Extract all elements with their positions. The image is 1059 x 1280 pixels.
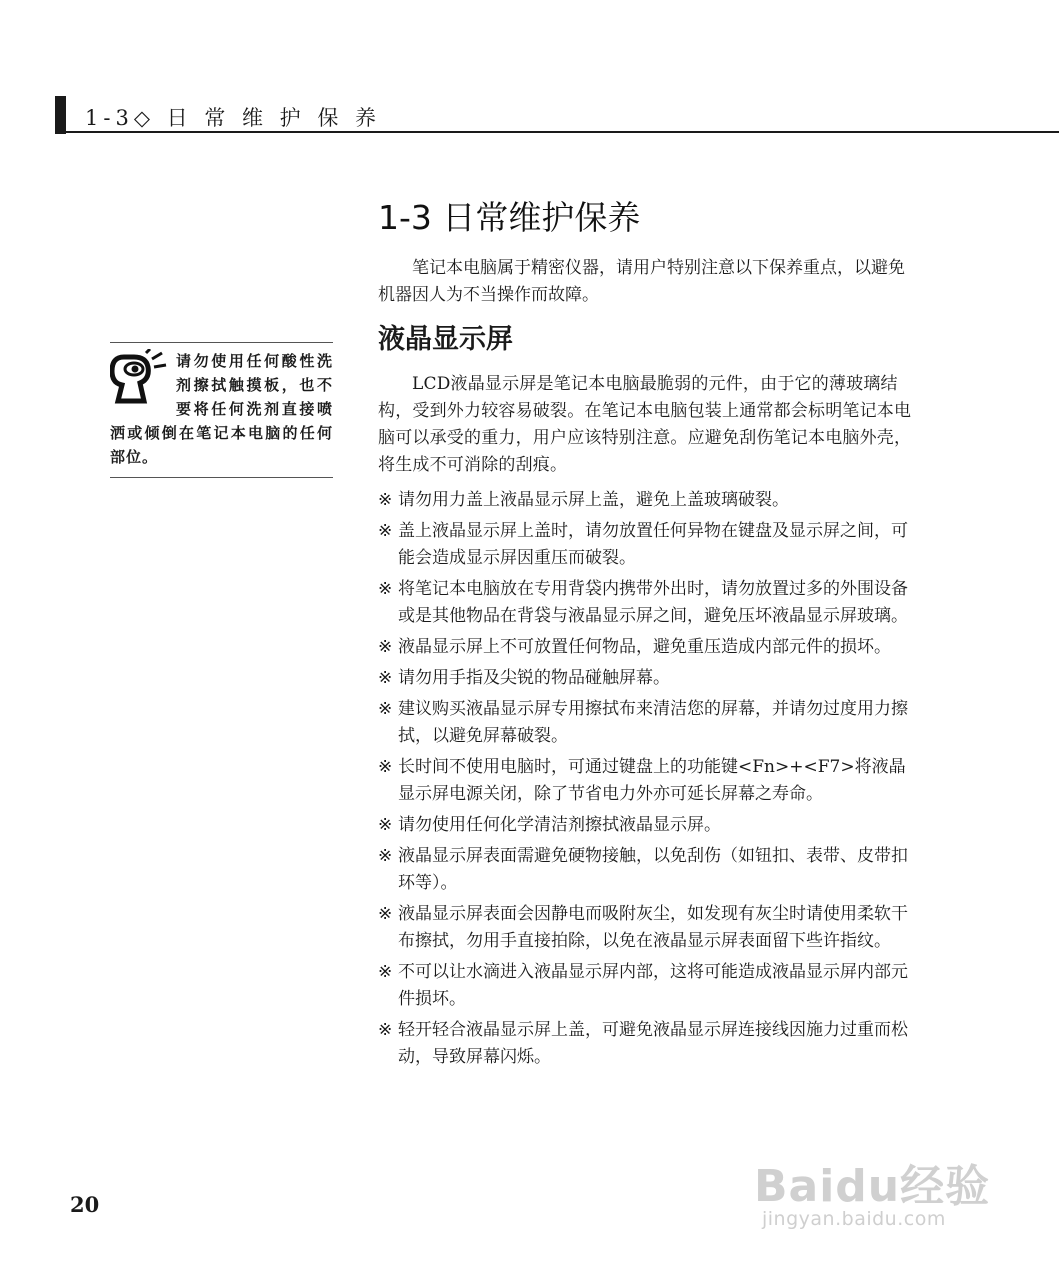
running-header <box>55 96 1059 136</box>
warning-eye-icon <box>110 349 170 405</box>
list-item-text: 液晶显示屏表面会因静电而吸附灰尘，如发现有灰尘时请使用柔软干布擦拭，勿用手直接拍除，以免在液晶显示屏表面留下些许指纹。 <box>398 904 908 951</box>
reference-mark-icon: ※ <box>378 699 393 719</box>
list-item-text: 请勿使用任何化学清洁剂擦拭液晶显示屏。 <box>398 815 721 835</box>
reference-mark-icon: ※ <box>378 962 393 982</box>
reference-mark-icon: ※ <box>378 846 393 866</box>
list-item <box>378 487 920 514</box>
list-item <box>378 518 920 572</box>
reference-mark-icon: ※ <box>378 668 393 688</box>
list-item-text: 长时间不使用电脑时，可通过键盘上的功能键<Fn>+<F7>将液晶显示屏电源关闭，除了节省电力外亦可延长屏幕之寿命。 <box>398 757 906 804</box>
running-title: 1-3◇ 日 常 维 护 保 养 <box>85 106 382 130</box>
watermark-logo: Baidu经验 <box>754 1161 991 1212</box>
reference-mark-icon: ※ <box>378 637 393 657</box>
page-number: 20 <box>70 1192 100 1217</box>
intro-paragraph: 笔记本电脑属于精密仪器，请用户特别注意以下保养重点，以避免机器因人为不当操作而故障。 <box>378 258 905 305</box>
reference-mark-icon: ※ <box>378 521 393 541</box>
list-item <box>378 959 920 1013</box>
list-item-text: 轻开轻合液晶显示屏上盖，可避免液晶显示屏连接线因施力过重而松动，导致屏幕闪烁。 <box>398 1020 908 1067</box>
header-bar <box>55 96 66 134</box>
reference-mark-icon: ※ <box>378 579 393 599</box>
reference-mark-icon: ※ <box>378 904 393 924</box>
list-item <box>378 634 920 661</box>
list-item-text: 液晶显示屏表面需避免硬物接触，以免刮伤（如钮扣、表带、皮带扣环等）。 <box>398 846 908 893</box>
list-item <box>378 1017 920 1071</box>
page-title: 1-3 日常维护保养 <box>378 198 641 237</box>
sidebar-note-text: 请勿使用任何酸性洗剂擦拭触摸板，也不要将任何洗剂直接喷洒或倾倒在笔记本电脑的任何部位。 <box>110 352 333 466</box>
section-title: 液晶显示屏 <box>378 324 513 355</box>
list-item <box>378 665 920 692</box>
reference-mark-icon: ※ <box>378 490 393 510</box>
section-paragraph: LCD液晶显示屏是笔记本电脑最脆弱的元件，由于它的薄玻璃结构，受到外力较容易破裂。在笔记本电脑包装上通常都会标明笔记本电脑可以承受的重力，用户应该特别注意。应避免刮伤笔记本电脑外壳，将生成不可消除的刮痕。 <box>378 374 912 475</box>
main-content <box>378 255 920 1075</box>
reference-mark-icon: ※ <box>378 757 393 777</box>
list-item <box>378 901 920 955</box>
list-item <box>378 576 920 630</box>
list-item-text: 将笔记本电脑放在专用背袋内携带外出时，请勿放置过多的外围设备或是其他物品在背袋与液晶显示屏之间，避免压坏液晶显示屏玻璃。 <box>398 579 908 626</box>
reference-mark-icon: ※ <box>378 1020 393 1040</box>
list-item <box>378 843 920 897</box>
list-item <box>378 754 920 808</box>
list-item-text: 液晶显示屏上不可放置任何物品，避免重压造成内部元件的损坏。 <box>398 637 891 657</box>
sidebar-note <box>110 342 333 478</box>
list-item <box>378 812 920 839</box>
care-tips-list <box>378 487 920 1071</box>
list-item <box>378 696 920 750</box>
baidu-watermark <box>740 1150 1020 1250</box>
list-item-text: 盖上液晶显示屏上盖时，请勿放置任何异物在键盘及显示屏之间，可能会造成显示屏因重压而破裂。 <box>398 521 908 568</box>
list-item-text: 建议购买液晶显示屏专用擦拭布来清洁您的屏幕，并请勿过度用力擦拭，以避免屏幕破裂。 <box>398 699 908 746</box>
list-item-text: 不可以让水滴进入液晶显示屏内部，这将可能造成液晶显示屏内部元件损坏。 <box>398 962 908 1009</box>
list-item-text: 请勿用力盖上液晶显示屏上盖，避免上盖玻璃破裂。 <box>398 490 789 510</box>
watermark-url: jingyan.baidu.com <box>762 1208 946 1230</box>
reference-mark-icon: ※ <box>378 815 393 835</box>
list-item-text: 请勿用手指及尖锐的物品碰触屏幕。 <box>398 668 670 688</box>
header-rule <box>66 131 1059 133</box>
